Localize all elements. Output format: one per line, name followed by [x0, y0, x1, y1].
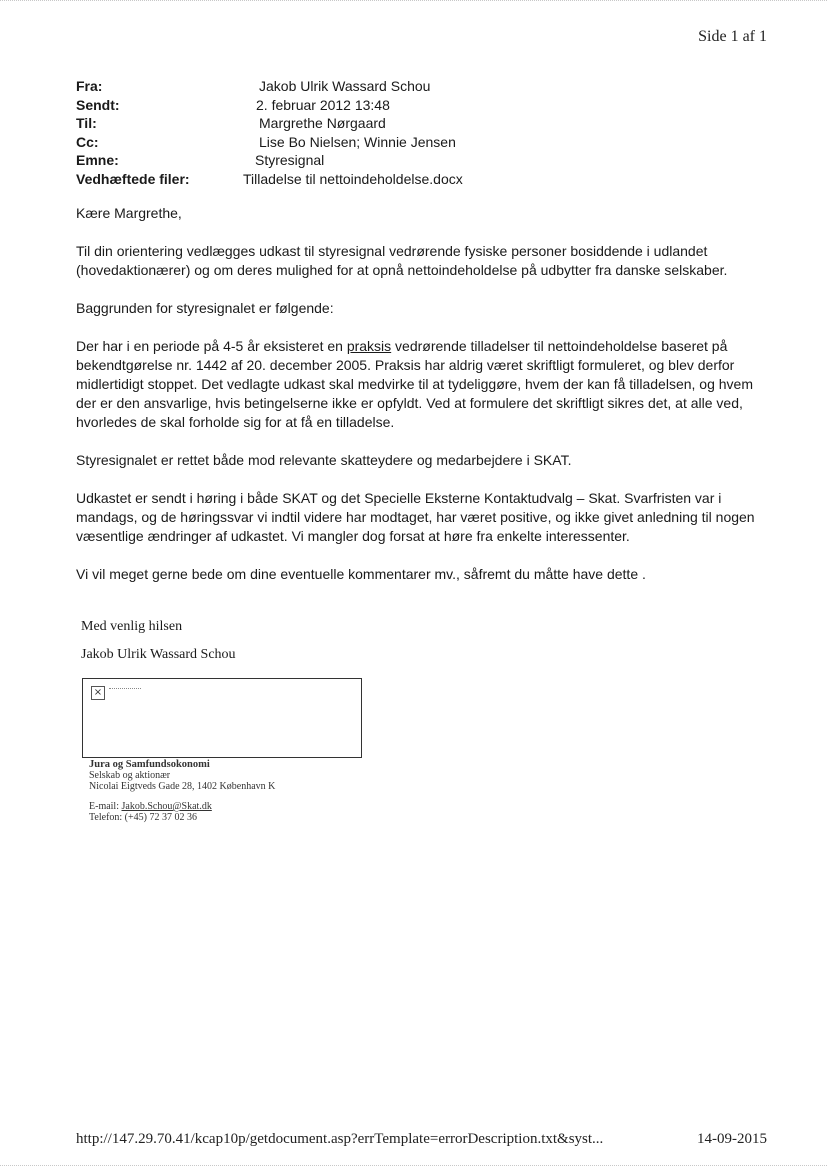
email-body [76, 204, 756, 603]
subject-value: Styresignal [255, 152, 325, 168]
closing: Med venlig hilsen [81, 619, 183, 634]
paragraph-5: Udkastet er sendt i høring i både SKAT og det Specielle Eksterne Kontaktudvalg – Skat. Svarfristen var i mandags, og de høringssvar vi indtil videre har modtaget, har været positive, og ikke givet anledning til nogen væsentlige ændringer af udkastet. Vi mangler dog forsat at høre fra enkelte interessenter. [76, 490, 755, 544]
paragraph-3-start: Der har i en periode på 4-5 år eksisteret en [76, 338, 347, 354]
page-top-edge [0, 0, 827, 2]
attachments-label: Vedhæftede filer: [76, 170, 190, 187]
paragraph-3 [76, 337, 756, 432]
sender-name: Jakob Ulrik Wassard Schou [81, 647, 236, 662]
sent-value: 2. februar 2012 13:48 [256, 96, 390, 113]
email-label: E-mail: [89, 801, 122, 812]
paragraph-2: Baggrunden for styresignalet er følgende: [76, 300, 334, 316]
signature-details [89, 759, 275, 823]
paragraph-4: Styresignalet er rettet både mod relevante skatteydere og medarbejdere i SKAT. [76, 452, 572, 468]
greeting: Kære Margrethe, [76, 205, 182, 221]
spacer [89, 792, 275, 801]
from-label: Fra: [76, 78, 103, 94]
org-name: Jura og Samfundsokonomi [89, 759, 210, 770]
footer-url: http://147.29.70.41/kcap10p/getdocument.asp?errTemplate=errorDescription.txt&syst... [76, 1131, 604, 1147]
page-bottom-edge [0, 1165, 827, 1167]
address: Nicolai Eigtveds Gade 28, 1402 København K [89, 781, 276, 792]
image-placeholder-mark [109, 688, 141, 690]
praksis-underlined: praksis [346, 338, 392, 354]
cc-label: Cc: [76, 133, 99, 150]
from-value: Jakob Ulrik Wassard Schou [259, 78, 431, 94]
signature-image-box [82, 678, 362, 758]
paragraph-1: Til din orientering vedlægges udkast til styresignal vedrørende fysiske personer bosiddende i udlandet (hovedaktionærer) og om deres mulighed for at opnå nettoindeholdelse på udbytter fra danske selskaber. [76, 243, 728, 278]
cc-value: Lise Bo Nielsen; Winnie Jensen [259, 133, 456, 150]
department: Selskab og aktionær [89, 770, 171, 781]
footer-date: 14-09-2015 [697, 1131, 767, 1147]
signature [81, 618, 236, 674]
subject-label: Emne: [76, 152, 119, 168]
phone-line: Telefon: (+45) 72 37 02 36 [89, 812, 197, 823]
page-number: Side 1 af 1 [698, 28, 767, 45]
broken-image-icon: × [91, 686, 105, 700]
attachments-value: Tilladelse til nettoindeholdelse.docx [243, 170, 463, 187]
email-line [89, 801, 275, 812]
paragraph-6: Vi vil meget gerne bede om dine eventuelle kommentarer mv., såfremt du måtte have dette . [76, 566, 646, 582]
to-label: Til: [76, 115, 97, 131]
paragraph-3-end: vedrørende tilladelser til nettoindeholdelse baseret på bekendtgørelse nr. 1442 af 20. december 2005. Praksis har aldrig været skriftligt formuleret, og blev derfor midlertidigt stoppet. Det vedlagte udkast skal medvirke til at tydeliggøre, hvem der kan få tilladelsen, og hvem der er den ansvarlige, hvis betingelserne ikke er opfyldt. Ved at formulere det skriftligt sikres det, at alle ved, hvorledes de skal forholde sig for at få en tilladelse. [76, 338, 753, 430]
to-value: Margrethe Nørgaard [259, 115, 386, 131]
email-link[interactable]: Jakob.Schou@Skat.dk [121, 801, 212, 812]
sent-label: Sendt: [76, 96, 120, 113]
